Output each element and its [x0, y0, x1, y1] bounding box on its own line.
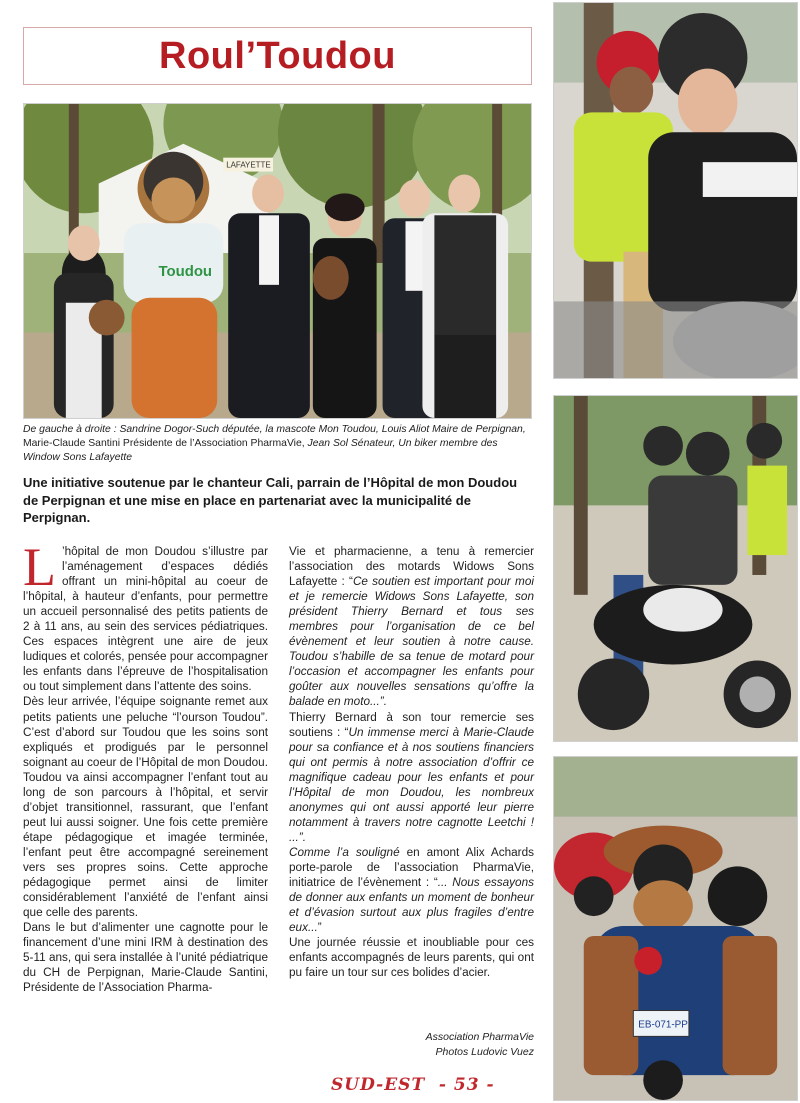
side-photo-toudou-on-motorcycle	[553, 756, 798, 1101]
quote-achards: ... Nous essayons de donner aux enfants un moment de bonheur et d’évasion surtout aux plus fragiles d’entre eux...	[289, 876, 534, 935]
side-photo-child-on-motorcycle	[553, 2, 798, 379]
credit-association: Association PharmaVie	[425, 1031, 534, 1043]
title-box	[23, 27, 532, 85]
quote-santini: Ce soutien est important pour moi et je remercie Widows Sons Lafayette, son président Thierry Bernard et tous ses membres pour l’organisation de ce bel évènement et leur soutien à notre cause. Toudou s’habille de sa tenue de motard pour l’occasion et accompagner les enfants pour goûter aux nouvelles sensations qu’offre la balade en moto...”.	[289, 575, 534, 709]
drop-cap: L	[23, 537, 56, 597]
paragraph-5	[289, 710, 534, 845]
paragraph-6	[289, 845, 534, 935]
paragraph-6-intro: Comme l’a souligné	[289, 845, 400, 859]
paragraph-5-text: Thierry Bernard à son tour remercie ses soutiens : “	[289, 710, 534, 739]
group-photo-image	[24, 104, 531, 418]
side-photo-1-image	[554, 3, 797, 378]
paragraph-4	[289, 544, 534, 710]
side-photo-2-image	[554, 396, 797, 741]
plate-text: EB-071-PP	[638, 1019, 688, 1031]
paragraph-1-text: ’hôpital de mon Doudou s’illustre par l’aménagement d’espaces dédiés offrant un mini-hôpital au coeur de l’hôpital, à hauteur d’enfants, pour permettre un accueil personnalisé des petits patients de 2 à 11 ans, au sein des services pédiatriques. Ces espaces intègrent une aire de jeux ludiques et colorés, pensée pour accompagner les enfants dans l’épreuve de l’hospitalisation ou tout simplement dans l’attente des soins.	[23, 545, 268, 694]
credit-photographer: Photos Ludovic Vuez	[435, 1046, 534, 1058]
paragraph-3: Dans le but d’alimenter une cagnotte pour le financement d’une mini IRM à destination des 5-11 ans, qui sera installée à l’unité pédiatrique du CH de Perpignan, Marie-Claude Santini, Présidente de l’Association Pharma-	[23, 921, 268, 995]
paragraph-1	[23, 537, 268, 694]
mascot-shirt-label: Toudou	[158, 262, 213, 280]
paragraph-6-end: ”	[317, 921, 322, 935]
tent-sign: LAFAYETTE	[226, 160, 271, 170]
main-group-photo	[23, 103, 532, 419]
paragraph-4-text: Vie et pharmacienne, a tenu à remercier l’association des motards Widows Sons Lafayette : “	[289, 545, 534, 589]
photo-caption	[23, 423, 535, 465]
article-column-left	[23, 537, 268, 995]
caption-text-1: De gauche à droite : Sandrine Dogor-Such députée, la mascote Mon Toudou, Louis Aliot Maire de Perpignan,	[23, 424, 526, 435]
page-title: Roul’Toudou	[159, 34, 396, 77]
page-footer: SUD-EST - 53 -	[331, 1075, 495, 1095]
article-lead: Une initiative soutenue par le chanteur Cali, parrain de l’Hôpital de mon Doudou de Perpignan et une mise en place en partenariat avec la municipalité de Perpignan.	[23, 475, 518, 525]
photo-credits	[289, 1030, 534, 1060]
quote-bernard: Un immense merci à Marie-Claude pour sa confiance et à nos soutiens financiers qui ont permis à notre association d’offrir ce magnifique cadeau pour les enfants et pour l’Hôpital de mon Doudou, les nombreux anonymes qui ont aussi apporté leur pierre notamment à travers notre cagnotte Leetchi ! ...”.	[289, 725, 534, 844]
side-photo-3-image	[554, 757, 797, 1100]
paragraph-6-text: en amont Alix Achards porte-parole de l’association PharmaVie, initiatrice de l’évènement : “	[289, 845, 535, 890]
caption-text-3: Jean Sol Sénateur, Un biker membre des Window Sons Lafayette	[23, 438, 498, 463]
paragraph-7: Une journée réussie et inoubliable pour ces enfants accompagnés de leurs parents, qui ont pu faire un tour sur ces bolides d’acier.	[289, 936, 534, 980]
side-photo-riders-on-motorcycle	[553, 395, 798, 742]
caption-text-2: Marie-Claude Santini Présidente de l’Association PharmaVie,	[23, 438, 305, 449]
paragraph-2: Dès leur arrivée, l’équipe soignante remet aux petits patients une peluche “l’ourson Toudou”. C’est d’abord sur Toudou que les soins sont expliqués et prodigués par le personnel soignant au coeur de l’Hôpital de mon Doudou. Toudou va ainsi accompagner l’enfant tout au long de son parcours à l’hôpital, et servir d’objet transitionnel, rassurant, que l’enfant peut lui aussi soigner. Une fois cette première étape pédagogique et imagée terminée, l’enfant peut être accompagné sereinement vers ses propres soins. Cette approche pédagogique permet ainsi de limiter considérablement l’anxiété de l’enfant ainsi que celle des parents.	[23, 695, 268, 920]
article-column-right	[289, 544, 534, 980]
